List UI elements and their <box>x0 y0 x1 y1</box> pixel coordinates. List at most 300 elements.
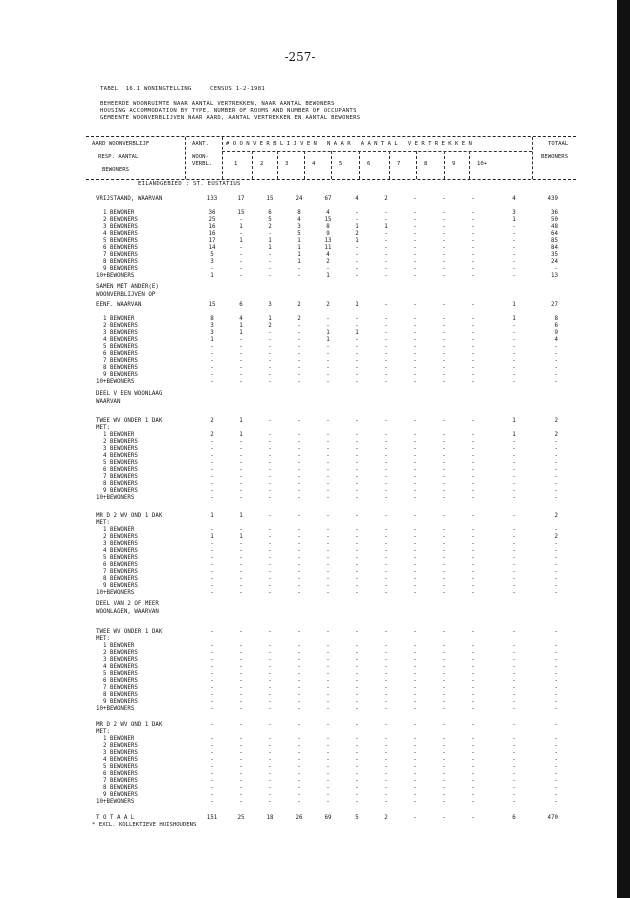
table-cell: - <box>239 678 243 684</box>
row-label: 5 BEWONERS <box>96 460 138 466</box>
table-cell: - <box>471 555 475 561</box>
row-total: 85 <box>551 238 558 244</box>
table-cell: - <box>512 548 516 554</box>
table-cell: - <box>239 379 243 385</box>
row-total: 48 <box>551 224 558 230</box>
table-cell: - <box>471 678 475 684</box>
table-cell: - <box>210 453 214 459</box>
table-cell: - <box>210 555 214 561</box>
table-cell: - <box>210 481 214 487</box>
table-cell: - <box>413 534 417 540</box>
table-cell: - <box>297 372 301 378</box>
table-cell: - <box>384 750 388 756</box>
table-cell: - <box>326 664 330 670</box>
table-cell: - <box>326 365 330 371</box>
row-total: - <box>554 757 558 763</box>
table-cell: - <box>210 664 214 670</box>
table-cell: - <box>384 799 388 805</box>
table-cell: - <box>297 453 301 459</box>
table-cell: 2 <box>297 302 301 308</box>
row-label: 6 BEWONERS <box>96 351 138 357</box>
table-cell: - <box>413 643 417 649</box>
table-cell: - <box>210 379 214 385</box>
table-cell: 5 <box>297 231 301 237</box>
table-cell: - <box>297 495 301 501</box>
table-cell: - <box>297 446 301 452</box>
table-cell: - <box>471 671 475 677</box>
header-col2-line2: WOON- <box>192 154 209 160</box>
table-cell: - <box>512 351 516 357</box>
table-cell: - <box>512 467 516 473</box>
table-cell: - <box>355 706 359 712</box>
table-cell: - <box>355 439 359 445</box>
row-label: 4 BEWONERS <box>96 231 138 237</box>
table-cell: 1 <box>239 323 243 329</box>
table-cell: 1 <box>239 432 243 438</box>
table-cell: - <box>268 757 272 763</box>
table-cell: - <box>471 358 475 364</box>
table-cell: - <box>413 302 417 308</box>
table-row <box>0 379 620 387</box>
table-cell: - <box>384 657 388 663</box>
header-total-line2: BEWONERS <box>541 154 568 160</box>
table-cell: - <box>268 344 272 350</box>
table-cell: - <box>442 699 446 705</box>
table-cell: - <box>355 764 359 770</box>
row-label: 9 BEWONERS <box>96 266 138 272</box>
table-cell: - <box>512 792 516 798</box>
table-cell: 2 <box>210 418 214 424</box>
table-cell: - <box>384 432 388 438</box>
row-label: 10+BEWONERS <box>96 273 135 279</box>
row-label: 3 BEWONERS <box>96 657 138 663</box>
table-cell: - <box>384 685 388 691</box>
table-cell: - <box>326 555 330 561</box>
table-cell: - <box>442 643 446 649</box>
table-cell: - <box>442 706 446 712</box>
table-cell: - <box>268 365 272 371</box>
table-cell: - <box>471 337 475 343</box>
table-cell: - <box>268 541 272 547</box>
table-cell: - <box>442 590 446 596</box>
table-cell: - <box>355 685 359 691</box>
table-cell: - <box>297 548 301 554</box>
table-cell: - <box>512 555 516 561</box>
table-cell: - <box>326 678 330 684</box>
table-cell: - <box>512 252 516 258</box>
table-cell: - <box>326 785 330 791</box>
row-label: 1 BEWONER <box>96 210 135 216</box>
table-cell: - <box>442 467 446 473</box>
footnote: * EXCL. KOLLEKTIEVE HUISHOUDENS <box>92 822 197 828</box>
table-cell: - <box>326 439 330 445</box>
table-cell: - <box>268 764 272 770</box>
table-cell: - <box>512 778 516 784</box>
table-cell: - <box>326 643 330 649</box>
table-cell: - <box>268 337 272 343</box>
table-cell: - <box>384 736 388 742</box>
table-cell: - <box>355 527 359 533</box>
table-cell: - <box>326 266 330 272</box>
table-cell: - <box>326 358 330 364</box>
table-cell: - <box>384 474 388 480</box>
table-cell: - <box>210 590 214 596</box>
table-cell: - <box>297 418 301 424</box>
table-cell: - <box>384 460 388 466</box>
row-label: 8 BEWONERS <box>96 785 138 791</box>
row-label: 6 BEWONERS <box>96 245 138 251</box>
table-cell: - <box>355 692 359 698</box>
table-cell: - <box>268 259 272 265</box>
row-total: - <box>554 555 558 561</box>
table-cell: - <box>268 750 272 756</box>
row-total: 8 <box>554 316 558 322</box>
table-cell: - <box>512 534 516 540</box>
table-cell: - <box>471 590 475 596</box>
table-cell: - <box>442 664 446 670</box>
table-cell: - <box>326 562 330 568</box>
table-cell: - <box>442 785 446 791</box>
table-cell: - <box>297 764 301 770</box>
table-cell: - <box>512 323 516 329</box>
table-cell: 25 <box>237 815 245 821</box>
table-cell: - <box>413 650 417 656</box>
table-cell: - <box>239 460 243 466</box>
table-cell: - <box>239 453 243 459</box>
table-cell: - <box>326 629 330 635</box>
table-cell: - <box>512 757 516 763</box>
table-cell: - <box>384 372 388 378</box>
table-cell: - <box>355 650 359 656</box>
row-total: - <box>554 785 558 791</box>
table-cell: - <box>442 337 446 343</box>
table-cell: - <box>326 750 330 756</box>
table-cell: - <box>413 358 417 364</box>
table-cell: - <box>512 576 516 582</box>
row-label: TWEE WV ONDER 1 DAK <box>96 629 163 635</box>
table-cell: - <box>384 323 388 329</box>
description-line: BEHEERDE WOONRUIMTE NAAR AANTAL VERTREKKEN, NAAR AANTAL BEWONERS <box>100 101 335 107</box>
table-cell: - <box>210 372 214 378</box>
table-cell: - <box>384 722 388 728</box>
table-cell: - <box>268 576 272 582</box>
row-label: 10+BEWONERS <box>96 379 135 385</box>
table-cell: - <box>355 495 359 501</box>
table-cell: - <box>471 365 475 371</box>
table-cell: - <box>268 330 272 336</box>
table-cell: - <box>512 453 516 459</box>
table-cell: - <box>471 439 475 445</box>
table-cell: - <box>512 643 516 649</box>
table-cell: - <box>413 460 417 466</box>
table-cell: - <box>355 664 359 670</box>
table-cell: - <box>413 439 417 445</box>
row-total: - <box>554 569 558 575</box>
table-cell: - <box>384 351 388 357</box>
table-cell: - <box>471 252 475 258</box>
table-cell: - <box>326 685 330 691</box>
table-cell: - <box>239 351 243 357</box>
table-cell: - <box>384 365 388 371</box>
table-cell: - <box>442 196 446 202</box>
table-cell: - <box>239 488 243 494</box>
table-cell: - <box>384 643 388 649</box>
table-cell: 1 <box>268 238 272 244</box>
table-cell: 2 <box>384 196 388 202</box>
row-total: - <box>554 453 558 459</box>
table-cell: - <box>297 569 301 575</box>
table-cell: - <box>442 446 446 452</box>
row-total: - <box>554 764 558 770</box>
table-cell: - <box>239 692 243 698</box>
table-cell: - <box>239 771 243 777</box>
table-cell: - <box>326 418 330 424</box>
row-total: 36 <box>551 210 558 216</box>
table-cell: - <box>471 460 475 466</box>
table-cell: 24 <box>295 196 303 202</box>
table-cell: - <box>326 569 330 575</box>
table-cell: - <box>413 664 417 670</box>
table-cell: 14 <box>208 245 216 251</box>
table-cell: - <box>326 778 330 784</box>
row-label: 4 BEWONERS <box>96 757 138 763</box>
table-cell: - <box>471 778 475 784</box>
row-total: - <box>554 481 558 487</box>
table-cell: - <box>413 379 417 385</box>
table-cell: - <box>471 743 475 749</box>
row-total: - <box>554 671 558 677</box>
table-cell: - <box>355 379 359 385</box>
table-cell: - <box>355 217 359 223</box>
row-total: - <box>554 750 558 756</box>
table-cell: - <box>239 792 243 798</box>
table-cell: - <box>442 358 446 364</box>
row-total: - <box>554 351 558 357</box>
table-cell: 2 <box>384 815 388 821</box>
table-cell: - <box>326 692 330 698</box>
table-cell: 15 <box>266 196 274 202</box>
row-subheading: SAMEN MET ANDER(E) <box>96 284 159 290</box>
row-total: 2 <box>554 432 558 438</box>
table-cell: - <box>210 678 214 684</box>
table-cell: - <box>355 757 359 763</box>
row-total: - <box>554 467 558 473</box>
row-total: - <box>554 664 558 670</box>
row-label: 4 BEWONERS <box>96 337 138 343</box>
table-cell: 9 <box>326 231 330 237</box>
table-cell: 6 <box>239 302 243 308</box>
table-cell: - <box>297 692 301 698</box>
table-cell: - <box>384 555 388 561</box>
table-cell: - <box>326 513 330 519</box>
room-column-header: 1 <box>234 161 238 167</box>
table-cell: 69 <box>324 815 332 821</box>
table-cell: - <box>442 323 446 329</box>
table-cell: - <box>297 685 301 691</box>
row-total: - <box>554 488 558 494</box>
table-cell: - <box>355 548 359 554</box>
table-cell: - <box>268 629 272 635</box>
table-cell: - <box>413 736 417 742</box>
table-cell: - <box>355 460 359 466</box>
table-cell: - <box>384 692 388 698</box>
table-cell: - <box>239 562 243 568</box>
table-cell: - <box>239 671 243 677</box>
table-cell: - <box>413 432 417 438</box>
table-cell: - <box>471 527 475 533</box>
row-label: 5 BEWONERS <box>96 238 138 244</box>
row-total: - <box>554 583 558 589</box>
table-cell: - <box>413 629 417 635</box>
table-cell: - <box>297 488 301 494</box>
table-cell: - <box>384 439 388 445</box>
row-label: 1 BEWONER <box>96 432 135 438</box>
table-cell: - <box>297 481 301 487</box>
table-cell: - <box>471 541 475 547</box>
table-cell: - <box>471 474 475 480</box>
table-cell: - <box>239 495 243 501</box>
table-cell: - <box>297 474 301 480</box>
table-cell: - <box>384 513 388 519</box>
table-cell: - <box>210 548 214 554</box>
table-cell: - <box>326 495 330 501</box>
table-cell: - <box>355 643 359 649</box>
row-total: 9 <box>554 330 558 336</box>
table-cell: - <box>384 266 388 272</box>
row-label: 8 BEWONERS <box>96 481 138 487</box>
table-cell: - <box>297 671 301 677</box>
table-cell: - <box>268 481 272 487</box>
table-cell: - <box>442 252 446 258</box>
table-cell: - <box>268 534 272 540</box>
table-cell: - <box>384 583 388 589</box>
table-cell: - <box>326 446 330 452</box>
table-cell: - <box>413 351 417 357</box>
table-cell: - <box>239 245 243 251</box>
table-cell: - <box>512 446 516 452</box>
table-cell: - <box>326 527 330 533</box>
table-cell: - <box>326 379 330 385</box>
table-cell: - <box>384 678 388 684</box>
table-cell: - <box>413 678 417 684</box>
table-cell: - <box>384 785 388 791</box>
table-cell: - <box>297 562 301 568</box>
row-total: - <box>554 771 558 777</box>
table-cell: - <box>384 344 388 350</box>
table-cell: - <box>210 358 214 364</box>
table-cell: - <box>326 657 330 663</box>
table-row <box>0 196 620 204</box>
table-cell: - <box>268 664 272 670</box>
table-cell: - <box>471 643 475 649</box>
table-cell: - <box>384 446 388 452</box>
table-cell: - <box>512 657 516 663</box>
table-cell: 8 <box>326 224 330 230</box>
table-cell: - <box>239 266 243 272</box>
table-cell: - <box>239 706 243 712</box>
table-row <box>0 799 620 807</box>
table-cell: - <box>239 372 243 378</box>
table-cell: 1 <box>512 432 516 438</box>
table-cell: - <box>442 379 446 385</box>
table-cell: - <box>210 467 214 473</box>
table-cell: - <box>297 358 301 364</box>
table-cell: - <box>355 699 359 705</box>
table-cell: - <box>512 495 516 501</box>
table-cell: 16 <box>208 231 216 237</box>
table-cell: - <box>471 692 475 698</box>
table-cell: - <box>471 446 475 452</box>
table-cell: 2 <box>268 323 272 329</box>
table-row <box>0 629 620 637</box>
table-cell: - <box>268 792 272 798</box>
table-cell: - <box>239 764 243 770</box>
table-cell: - <box>442 474 446 480</box>
row-label: 9 BEWONERS <box>96 372 138 378</box>
table-cell: 2 <box>326 302 330 308</box>
table-cell: 151 <box>206 815 218 821</box>
row-subheading: MET: <box>96 425 110 431</box>
table-cell: - <box>239 643 243 649</box>
page-number: -257- <box>284 50 316 64</box>
table-cell: - <box>384 273 388 279</box>
row-total: - <box>554 266 558 272</box>
row-label: 4 BEWONERS <box>96 453 138 459</box>
row-label: 7 BEWONERS <box>96 569 138 575</box>
table-cell: - <box>355 446 359 452</box>
table-cell: - <box>268 252 272 258</box>
table-cell: - <box>413 238 417 244</box>
row-label: 3 BEWONERS <box>96 446 138 452</box>
table-cell: - <box>210 706 214 712</box>
table-cell: - <box>384 418 388 424</box>
row-total: - <box>554 678 558 684</box>
table-cell: - <box>268 771 272 777</box>
row-subheading: WAARVAN <box>96 399 121 405</box>
table-cell: - <box>326 650 330 656</box>
table-cell: 3 <box>512 210 516 216</box>
row-total: 13 <box>551 273 558 279</box>
row-total: - <box>554 743 558 749</box>
table-cell: - <box>355 799 359 805</box>
table-cell: 1 <box>297 238 301 244</box>
room-column-header: 7 <box>397 161 401 167</box>
table-cell: - <box>268 555 272 561</box>
table-cell: - <box>413 576 417 582</box>
table-cell: - <box>268 562 272 568</box>
table-cell: - <box>210 771 214 777</box>
description-line: GEMEENTE WOONVERBLIJVEN NAAR AARD, AANTAL VERTREKKEN EN AANTAL BEWONERS <box>100 115 361 121</box>
table-cell: 2 <box>326 259 330 265</box>
table-cell: - <box>355 467 359 473</box>
table-cell: - <box>355 245 359 251</box>
row-total: - <box>554 562 558 568</box>
table-cell: - <box>355 750 359 756</box>
table-cell: - <box>413 513 417 519</box>
table-cell: - <box>355 344 359 350</box>
table-cell: - <box>471 657 475 663</box>
table-cell: - <box>471 344 475 350</box>
row-label: 3 BEWONERS <box>96 224 138 230</box>
table-cell: - <box>471 513 475 519</box>
row-label: 8 BEWONERS <box>96 259 138 265</box>
table-cell: - <box>442 365 446 371</box>
table-cell: 1 <box>297 259 301 265</box>
table-cell: - <box>239 439 243 445</box>
row-total: - <box>554 460 558 466</box>
table-cell: 1 <box>512 316 516 322</box>
row-total: - <box>554 372 558 378</box>
